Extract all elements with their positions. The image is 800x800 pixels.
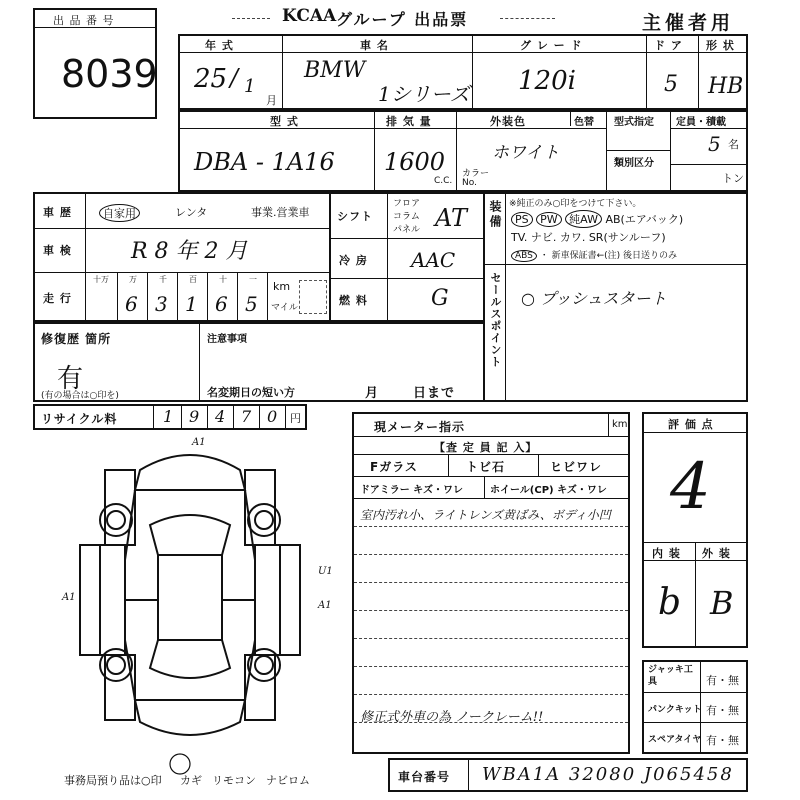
year-value: 25 bbox=[194, 64, 228, 94]
type-label: 型 式 bbox=[270, 115, 299, 128]
damage-mark-right-2: A1 bbox=[318, 600, 332, 611]
recycle-digit-2: 9 bbox=[189, 407, 200, 426]
organizer-label: 主催者用 bbox=[642, 12, 735, 34]
spare-tire-value[interactable]: 有・無 bbox=[706, 734, 739, 747]
vehicle-row-2 bbox=[178, 110, 748, 192]
recycle-digit-5: 0 bbox=[267, 407, 278, 426]
chassis-block bbox=[388, 758, 748, 792]
month-unit: 月 bbox=[266, 94, 277, 107]
damage-mark-left: A1 bbox=[62, 592, 76, 603]
equipment-label: 装備 bbox=[488, 200, 502, 230]
inspector-remark-2: 修正式外車の為 ノークレーム!! bbox=[360, 710, 544, 725]
type-designation-label: 型式指定 bbox=[614, 117, 654, 128]
make-value: BMW bbox=[304, 58, 366, 83]
repair-value: 有 bbox=[57, 364, 84, 394]
color-change-label: 色替 bbox=[574, 117, 594, 128]
office-item-key[interactable]: カギ bbox=[180, 774, 202, 787]
rear-key-circle bbox=[170, 754, 190, 774]
brand-logo: KCAA bbox=[282, 6, 337, 26]
repair-block bbox=[33, 322, 485, 402]
recycle-block bbox=[33, 404, 307, 430]
capacity-unit: 名 bbox=[728, 138, 739, 151]
interior-label: 内 装 bbox=[652, 547, 681, 560]
notes-label: 注意事項 bbox=[207, 334, 247, 345]
lot-number: 8039 bbox=[61, 52, 158, 96]
equip-ps[interactable]: PS bbox=[511, 212, 533, 227]
puncture-kit-value[interactable]: 有・無 bbox=[706, 704, 739, 717]
inspection-value: R 8 年 2 月 bbox=[131, 239, 248, 264]
repair-note: (有の場合は○印を) bbox=[41, 391, 119, 401]
shift-label: シフト bbox=[337, 210, 373, 223]
office-items-label: 事務局預り品は○印 bbox=[64, 774, 162, 787]
chassis-label: 車台番号 bbox=[398, 770, 451, 784]
fuel-label: 燃 料 bbox=[339, 294, 368, 307]
wheel-icons bbox=[100, 504, 280, 681]
color-label: 外装色 bbox=[490, 115, 526, 128]
sales-point-text: ○ プッシュスタート bbox=[521, 289, 667, 308]
name-change-month: 月 bbox=[365, 386, 380, 401]
mileage-digit-4: 6 bbox=[215, 292, 228, 316]
recycle-digit-1: 1 bbox=[163, 407, 174, 426]
history-block bbox=[33, 192, 331, 322]
year-separator: / bbox=[230, 64, 239, 92]
digit-label-100k: 十万 bbox=[93, 275, 109, 284]
equip-aw[interactable]: 純AW bbox=[565, 210, 602, 228]
tools-block bbox=[642, 660, 748, 754]
ton-unit: トン bbox=[722, 172, 744, 185]
repair-label: 修復歴 箇所 bbox=[41, 332, 112, 346]
lot-number-label: 出 品 番 号 bbox=[53, 14, 115, 27]
stone-chip-label: トビ石 bbox=[466, 460, 506, 474]
equip-tv[interactable]: TV bbox=[511, 231, 524, 244]
digit-label-100: 百 bbox=[189, 275, 197, 284]
document-title: グループ 出品票 bbox=[336, 10, 469, 29]
chassis-value: WBA1A 32080 J065458 bbox=[482, 764, 734, 785]
interior-value: b bbox=[658, 582, 682, 623]
model-value: 1シリーズ bbox=[378, 82, 470, 106]
grade-label: グ レ ー ド bbox=[520, 39, 583, 52]
displacement-value: 1600 bbox=[384, 148, 446, 176]
history-option-business[interactable]: 事業.営業車 bbox=[251, 206, 310, 219]
name-change-label: 名変期日の短い方 bbox=[207, 386, 295, 399]
mile-label: マイル bbox=[271, 303, 298, 313]
equip-warranty: ・ 新車保証書←(注) 後日送りのみ bbox=[539, 251, 678, 261]
digit-label-10k: 万 bbox=[129, 275, 137, 284]
jack-tool-label: ジャッキ工具 bbox=[648, 665, 693, 687]
equipment-note: ※純正のみ○印をつけて下さい。 bbox=[509, 199, 642, 209]
shift-block bbox=[329, 192, 485, 322]
puncture-kit-label: パンクキット bbox=[648, 705, 702, 715]
month-value: 1 bbox=[244, 76, 256, 97]
mileage-label: 走 行 bbox=[43, 292, 72, 305]
equipment-block bbox=[483, 192, 748, 402]
equip-leather[interactable]: カワ bbox=[559, 231, 582, 244]
equipment-row-2: TV. ナビ. カワ. SR(サンルーフ) bbox=[511, 231, 666, 244]
mileage-digit-2: 3 bbox=[155, 292, 168, 316]
capacity-value: 5 bbox=[708, 132, 721, 156]
recycle-digit-4: 7 bbox=[241, 407, 252, 426]
recycle-label: リサイクル料 bbox=[41, 412, 118, 426]
equip-ab[interactable]: AB(エアバック) bbox=[605, 213, 684, 226]
history-label: 車 歴 bbox=[43, 206, 72, 219]
km-label: km bbox=[273, 280, 291, 293]
office-item-navi-rom[interactable]: ナビロム bbox=[266, 774, 310, 787]
shift-value: AT bbox=[435, 204, 468, 232]
doors-value: 5 bbox=[664, 72, 678, 97]
mileage-digit-1: 6 bbox=[125, 292, 138, 316]
shift-option-floor[interactable]: フロア bbox=[393, 199, 421, 209]
wheel-label: ホイール(CP) キズ・ワレ bbox=[490, 485, 607, 496]
sales-point-label: セールスポイント bbox=[489, 272, 502, 368]
category-label: 類別区分 bbox=[614, 158, 654, 169]
inspector-header: 【査 定 員 記 入】 bbox=[434, 441, 538, 454]
history-option-private[interactable] bbox=[99, 204, 140, 222]
shift-option-column[interactable]: コラム bbox=[393, 212, 420, 222]
mile-checkbox[interactable] bbox=[299, 280, 327, 314]
mileage-digit-3: 1 bbox=[185, 292, 198, 316]
score-block bbox=[642, 412, 748, 648]
exterior-label: 外 装 bbox=[702, 547, 731, 560]
cc-unit: C.C. bbox=[434, 176, 453, 186]
damage-mark-right-1: U1 bbox=[318, 566, 333, 577]
color-value: ホワイト bbox=[492, 143, 560, 163]
car-outline bbox=[80, 455, 300, 735]
equip-abs[interactable]: ABS bbox=[511, 250, 537, 262]
inspection-label: 車 検 bbox=[43, 244, 72, 257]
capacity-label: 定員・積載 bbox=[676, 117, 726, 128]
equipment-row-3 bbox=[511, 248, 677, 262]
digit-label-10: 十 bbox=[219, 275, 227, 284]
exterior-value: B bbox=[710, 584, 734, 622]
recycle-digit-3: 4 bbox=[215, 407, 226, 426]
spare-tire-label: スペアタイヤ bbox=[648, 735, 702, 745]
shape-label: 形 状 bbox=[706, 39, 735, 52]
inspector-remark-1: 室内汚れ小、ライトレンズ黄ばみ、ボディ小凹 bbox=[360, 508, 611, 522]
year-label: 年 式 bbox=[205, 39, 234, 52]
meter-unit: km bbox=[612, 419, 628, 430]
door-mirror-label: ドアミラー キズ・ワレ bbox=[360, 485, 463, 496]
grade-value: 120i bbox=[518, 66, 576, 96]
history-option-rental[interactable]: レンタ bbox=[175, 206, 208, 219]
aircon-label: 冷 房 bbox=[339, 254, 368, 267]
equipment-row-1 bbox=[511, 210, 683, 228]
score-label: 評 価 点 bbox=[668, 418, 714, 431]
crack-label: ヒビワレ bbox=[550, 460, 603, 474]
jack-tool-value[interactable]: 有・無 bbox=[706, 674, 739, 687]
color-no-label: カラー No. bbox=[462, 169, 490, 188]
digit-label-1: 一 bbox=[249, 275, 257, 284]
vehicle-row-1 bbox=[178, 34, 748, 110]
aircon-value: AAC bbox=[411, 248, 456, 272]
mileage-digit-5: 5 bbox=[245, 292, 258, 316]
type-value: DBA - 1A16 bbox=[194, 148, 335, 176]
fuel-value: G bbox=[431, 286, 449, 311]
equip-navi[interactable]: ナビ bbox=[530, 231, 553, 244]
damage-mark-front: A1 bbox=[192, 437, 206, 448]
make-label: 車 名 bbox=[360, 39, 389, 52]
f-glass-label: Fガラス bbox=[370, 460, 418, 474]
name-change-day: 日まで bbox=[413, 386, 456, 401]
history-option-private-text: 自家用 bbox=[99, 204, 140, 222]
shift-option-panel[interactable]: パネル bbox=[393, 225, 421, 235]
equip-sunroof[interactable]: SR(サンルーフ) bbox=[588, 231, 666, 244]
shape-value: HB bbox=[708, 74, 744, 99]
inspector-block bbox=[352, 412, 630, 754]
displacement-label: 排 気 量 bbox=[386, 115, 432, 128]
recycle-unit: 円 bbox=[290, 412, 301, 425]
doors-label: ド ア bbox=[654, 39, 683, 52]
digit-label-1k: 千 bbox=[159, 275, 167, 284]
meter-label: 現メーター指示 bbox=[374, 420, 466, 434]
score-value: 4 bbox=[670, 450, 711, 524]
lot-number-box bbox=[33, 8, 157, 119]
office-item-remote[interactable]: リモコン bbox=[212, 774, 256, 787]
equip-pw[interactable]: PW bbox=[536, 212, 562, 227]
